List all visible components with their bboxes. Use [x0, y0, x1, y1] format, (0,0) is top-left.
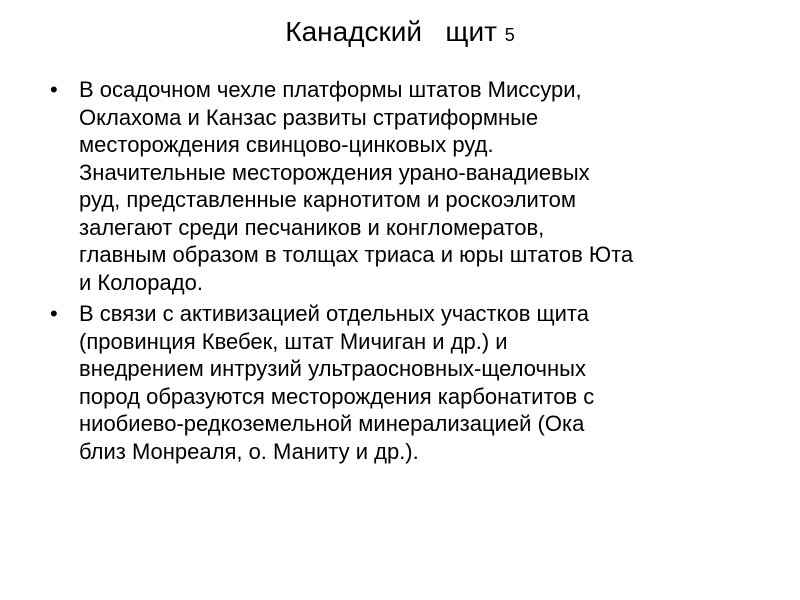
bullet-line: залегают среди песчаников и конгломератов,: [79, 214, 545, 240]
bullet-line: ниобиево-редкоземельной минерализацией (Ока: [79, 411, 585, 436]
bullet-marker: •: [50, 77, 58, 102]
bullet-line: близ Монреаля, о. Маниту и др.).: [79, 438, 419, 464]
bullet-line: руд, представленные карнотитом и роскоэлитом: [79, 187, 577, 212]
slide-number: 5: [504, 25, 515, 45]
bullet-line: В осадочном чехле платформы штатов Миссури,: [79, 77, 582, 102]
bullet-line: В связи с активизацией отдельных участков щита: [79, 301, 589, 326]
bullet-line: главным образом в толщах триаса и юры штатов Юта: [79, 242, 634, 267]
bullet-line: (провинция Квебек, штат Мичиган и др.) и: [79, 328, 508, 354]
bullet-line: внедрением интрузий ультраосновных-щелочных: [79, 356, 586, 381]
slide-title: [0, 16, 800, 51]
bullet-item-1: [50, 76, 710, 296]
bullet-line: Значительные месторождения урано-ванадиевых: [79, 159, 590, 185]
bullet-text: [79, 76, 710, 296]
bullet-line: Оклахома и Канзас развиты стратиформные: [79, 104, 539, 130]
bullet-line: месторождения свинцово-цинковых руд.: [79, 132, 494, 157]
bullet-list: [50, 76, 710, 469]
bullet-marker: •: [50, 301, 58, 326]
bullet-item-2: [50, 300, 710, 465]
bullet-line: и Колорадо.: [79, 269, 203, 295]
bullet-text: [79, 300, 710, 465]
bullet-line: пород образуются месторождения карбонатитов с: [79, 383, 595, 409]
slide-title-text: Канадский щит: [285, 16, 497, 47]
